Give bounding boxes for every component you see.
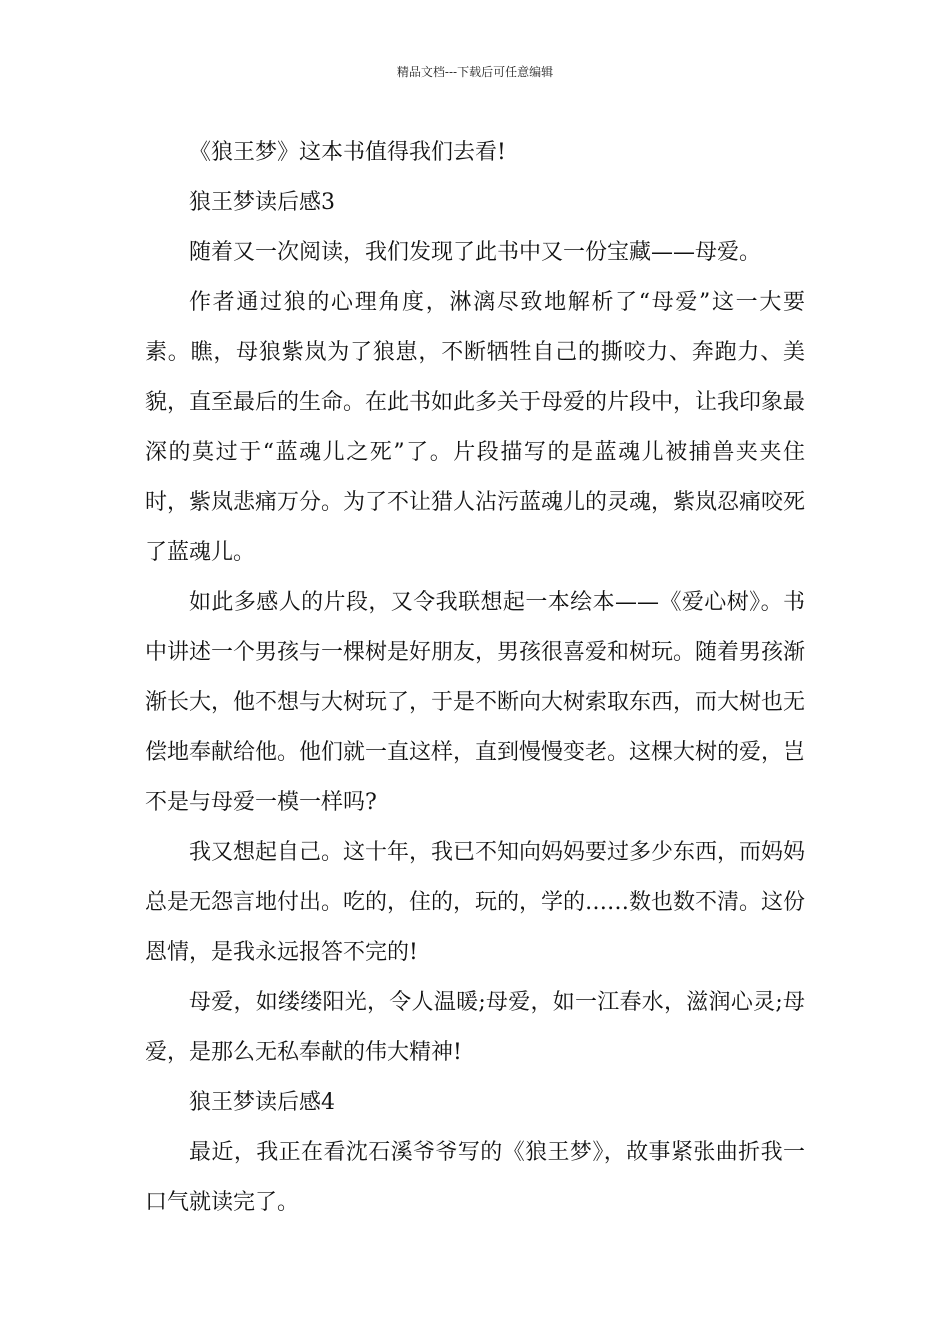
paragraph-4: 如此多感人的片段，又令我联想起一本绘本——《爱心树》。书中讲述一个男孩与一棵树是好朋友，男孩很喜爱和树玩。随着男孩渐渐长大，他不想与大树玩了，于是不断向大树索取东西，而大树也无偿地奉献给他。他们就一直这样，直到慢慢变老。这棵大树的爱，岂不是与母爱一模一样吗? bbox=[145, 590, 806, 815]
paragraph-7: 最近，我正在看沈石溪爷爷写的《狼王梦》，故事紧张曲折我一口气就读完了。 bbox=[145, 1140, 805, 1215]
page-header: 精品文档---下载后可任意编辑 bbox=[396, 65, 554, 79]
section-heading-3: 狼王梦读后感3 bbox=[189, 190, 335, 215]
section-heading-4: 狼王梦读后感4 bbox=[189, 1090, 335, 1115]
paragraph-2: 随着又一次阅读，我们发现了此书中又一份宝藏——母爱。 bbox=[189, 240, 762, 265]
paragraph-5: 我又想起自己。这十年，我已不知向妈妈要过多少东西，而妈妈总是无怨言地付出。吃的，住的，玩的，学的……数也数不清。这份恩情，是我永远报答不完的! bbox=[145, 840, 806, 965]
paragraph-3: 作者通过狼的心理角度，淋漓尽致地解析了“母爱”这一大要素。瞧，母狼紫岚为了狼崽，不断牺牲自己的撕咬力、奔跑力、美貌，直至最后的生命。在此书如此多关于母爱的片段中，让我印象最深的莫过于“蓝魂儿之死”了。片段描写的是蓝魂儿被捕兽夹夹住时，紫岚悲痛万分。为了不让猎人沾污蓝魂儿的灵魂，紫岚忍痛咬死了蓝魂儿。 bbox=[145, 290, 806, 565]
paragraph-6: 母爱，如缕缕阳光，令人温暖;母爱，如一江春水，滋润心灵;母爱，是那么无私奉献的伟大精神! bbox=[145, 990, 805, 1065]
paragraph-1: 《狼王梦》这本书值得我们去看! bbox=[189, 140, 506, 165]
document-body bbox=[145, 128, 805, 1228]
